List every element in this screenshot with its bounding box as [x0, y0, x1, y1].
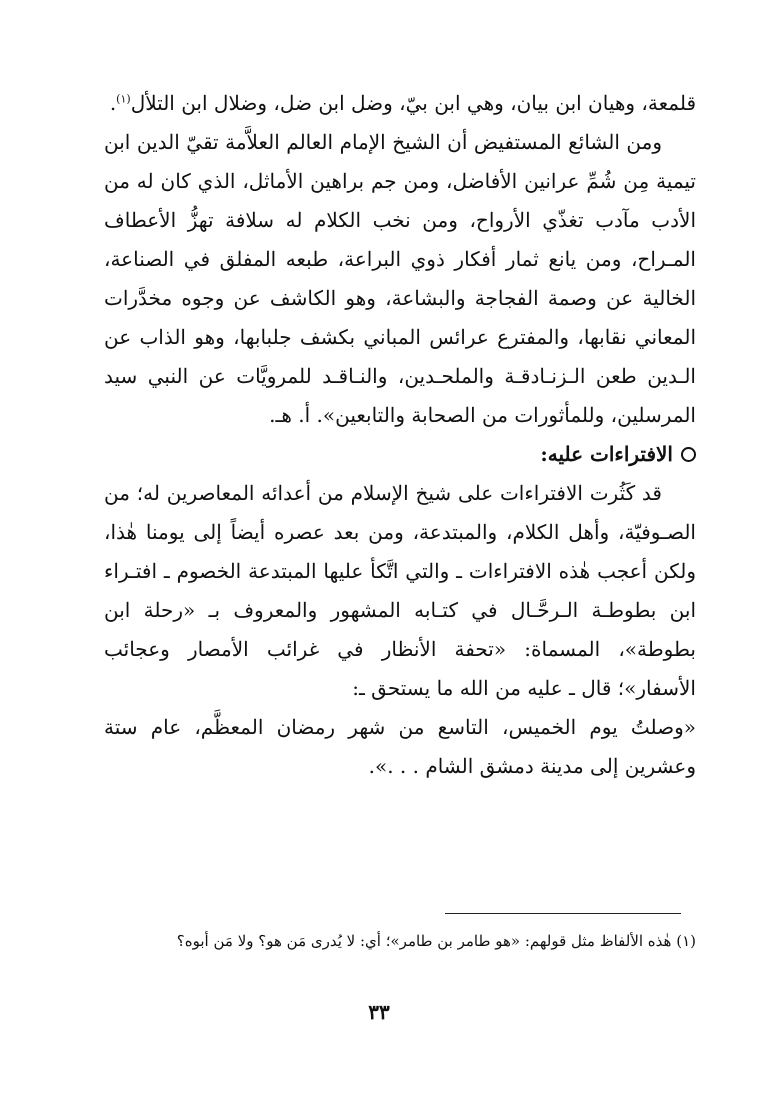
- paragraph-1-line-2: التلأل: [130, 91, 175, 115]
- paragraph-1: [104, 84, 696, 123]
- section-heading-text: الافتراءات عليه:: [540, 442, 673, 466]
- footnote-divider: [445, 913, 681, 914]
- section-heading: [104, 435, 696, 474]
- paragraph-3: قد كَثُرت الافتراءات على شيخ الإسلام من أعدائه المعاصرين له؛ من الصـوفيّة، وأهل الكلام، والمبتدعة، ومن بعد عصره أيضاً إلى يومنا هٰذا، ولكن أعجب هٰذه الافتراءات ـ والتي اتَّكأ عليها المبتدعة الخصوم ـ افتـراء ابن بطوطـة الـرحَّـال في كتـابه المشهور والمعروف بـ «رحلة ابن بطوطة»، المسماة: «تحفة الأنظار في غرائب الأمصار وعجائب الأسفار»؛ قال ـ عليه من الله ما يستحق ـ:: [104, 481, 696, 700]
- paragraph-4-quote: «وصلتُ يوم الخميس، التاسع من شهر رمضان المعظَّم، عام ستة وعشرين إلى مدينة دمشق الشام . . .».: [104, 715, 696, 778]
- paragraph-1-end: .: [109, 91, 117, 115]
- page-number: ٣٣: [368, 1000, 390, 1024]
- footnote: (١) هٰذه الألفاظ مثل قولهم: «هو طامر بن طامر»؛ أي: لا يُدرى مَن هو؟ ولا مَن أبوه؟: [176, 932, 696, 950]
- paragraph-2: ومن الشائع المستفيض أن الشيخ الإمام العالم العلاَّمة تقيّ الدين ابن تيمية مِن شُمِّ عرانين الأفاضل، ومن جم براهين الأماثل، الذي كان له من الأدب مآدب تغذّي الأرواح، ومن نخب الكلام له سلافة تهزُّ الأعطاف المـراح، ومن يانع ثمار أفكار ذوي البراعة، طبعه المفلق في الصناعة، الخالية عن وصمة الفجاجة والبشاعة، وهو الكاشف عن وجوه مخدَّرات المعاني نقابها، والمفترع عرائس المباني بكشف جلبابها، وهو الذاب عن الـدين طعن الـزنـادقـة والملحـدين، والنـاقـد للمرويَّات عن النبي سيد المرسلين، وللمأثورات من الصحابة والتابعين». أ. هـ.: [104, 130, 697, 427]
- paragraph-1-line-1: قلمعة، وهيان ابن بيان، وهي ابن بيّ، وضل ابن ضل، وضلال ابن: [181, 91, 696, 115]
- main-text: [104, 84, 696, 786]
- footnote-reference[interactable]: (١): [116, 92, 131, 106]
- circle-bullet-icon: [681, 447, 696, 462]
